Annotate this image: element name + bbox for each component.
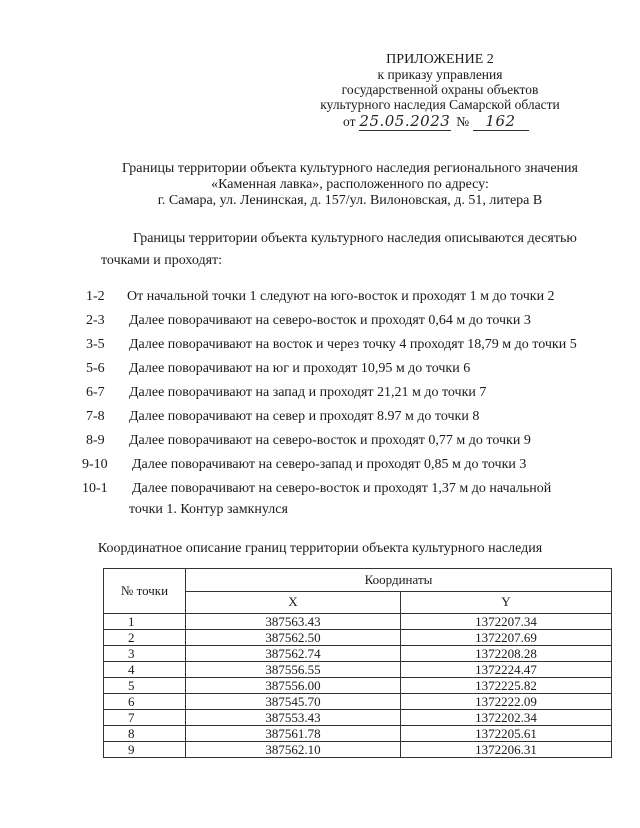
step-number: 1-2	[86, 289, 105, 304]
x-cell: 387562.10	[186, 742, 401, 758]
table-row	[104, 694, 612, 710]
intro-line-2: точками и проходят:	[101, 253, 223, 268]
step-number: 9-10	[82, 457, 108, 472]
order-date-row	[343, 112, 529, 131]
step-number: 2-3	[86, 313, 105, 328]
object-title-block	[100, 161, 600, 209]
y-cell: 1372206.31	[401, 742, 612, 758]
y-cell: 1372222.09	[401, 694, 612, 710]
appendix-line-1: к приказу управления	[377, 67, 503, 82]
appendix-header	[305, 52, 575, 112]
step-text: Далее поворачивают на юг и проходят 10,95 м до точки 6	[129, 361, 471, 376]
number-prefix: №	[456, 114, 470, 129]
table-row	[104, 710, 612, 726]
y-cell: 1372205.61	[401, 726, 612, 742]
column-header-coordinates: Координаты	[186, 569, 612, 592]
y-cell: 1372207.69	[401, 630, 612, 646]
x-cell: 387561.78	[186, 726, 401, 742]
table-row	[104, 662, 612, 678]
intro-line-1: Границы территории объекта культурного наследия описываются десятью	[133, 231, 577, 246]
date-prefix: от	[343, 114, 356, 129]
step-text: Далее поворачивают на запад и проходят 21,21 м до точки 7	[129, 385, 487, 400]
table-header-row	[104, 569, 612, 592]
point-number-cell: 7	[104, 710, 186, 726]
appendix-title: ПРИЛОЖЕНИЕ 2	[386, 52, 494, 67]
x-cell: 387556.00	[186, 678, 401, 694]
step-text: Далее поворачивают на север и проходят 8.97 м до точки 8	[129, 409, 480, 424]
table-row	[104, 726, 612, 742]
x-cell: 387553.43	[186, 710, 401, 726]
x-cell: 387545.70	[186, 694, 401, 710]
step-number: 5-6	[86, 361, 105, 376]
step-text: Далее поворачивают на северо-восток и проходят 0,77 м до точки 9	[129, 433, 531, 448]
table-row	[104, 614, 612, 630]
step-text: Далее поворачивают на северо-восток и проходят 1,37 м до начальной	[132, 481, 552, 496]
point-number-cell: 1	[104, 614, 186, 630]
table-row	[104, 678, 612, 694]
table-row	[104, 630, 612, 646]
object-title-line-1: Границы территории объекта культурного наследия регионального значения	[122, 161, 578, 176]
column-header-x: X	[186, 591, 401, 614]
step-text: Далее поворачивают на северо-восток и проходят 0,64 м до точки 3	[129, 313, 531, 328]
x-cell: 387563.43	[186, 614, 401, 630]
x-cell: 387556.55	[186, 662, 401, 678]
table-row	[104, 742, 612, 758]
object-title-line-2: «Каменная лавка», расположенного по адресу:	[211, 177, 489, 192]
point-number-cell: 8	[104, 726, 186, 742]
point-number-cell: 3	[104, 646, 186, 662]
column-header-y: Y	[401, 591, 612, 614]
step-text: Далее поворачивают на северо-запад и проходят 0,85 м до точки 3	[132, 457, 527, 472]
point-number-cell: 2	[104, 630, 186, 646]
step-text: От начальной точки 1 следуют на юго-восток и проходят 1 м до точки 2	[127, 289, 555, 304]
step-number: 3-5	[86, 337, 105, 352]
step-number: 8-9	[86, 433, 105, 448]
point-number-cell: 9	[104, 742, 186, 758]
point-number-cell: 5	[104, 678, 186, 694]
appendix-line-2: государственной охраны объектов	[341, 82, 539, 97]
table-row	[104, 646, 612, 662]
appendix-line-3: культурного наследия Самарской области	[320, 97, 560, 112]
y-cell: 1372224.47	[401, 662, 612, 678]
step-number: 7-8	[86, 409, 105, 424]
step-number: 10-1	[82, 481, 108, 496]
x-cell: 387562.50	[186, 630, 401, 646]
steps-continuation: точки 1. Контур замкнулся	[129, 502, 288, 517]
y-cell: 1372207.34	[401, 614, 612, 630]
order-number-handwritten: 162	[473, 112, 529, 131]
y-cell: 1372208.28	[401, 646, 612, 662]
column-header-point: № точки	[104, 569, 186, 614]
step-number: 6-7	[86, 385, 105, 400]
y-cell: 1372225.82	[401, 678, 612, 694]
step-text: Далее поворачивают на восток и через точку 4 проходят 18,79 м до точки 5	[129, 337, 577, 352]
point-number-cell: 6	[104, 694, 186, 710]
y-cell: 1372202.34	[401, 710, 612, 726]
order-date-handwritten: 25.05.2023	[359, 112, 451, 130]
object-address-line: г. Самара, ул. Ленинская, д. 157/ул. Вилоновская, д. 51, литера В	[157, 193, 543, 208]
coords-title: Координатное описание границ территории объекта культурного наследия	[97, 541, 543, 556]
x-cell: 387562.74	[186, 646, 401, 662]
coords-table	[103, 568, 612, 758]
point-number-cell: 4	[104, 662, 186, 678]
